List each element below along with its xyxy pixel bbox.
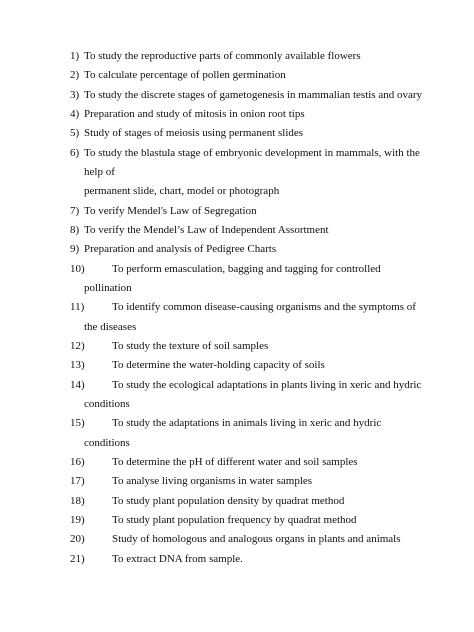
item-number: 17) — [70, 475, 85, 488]
item-number: 10) — [70, 262, 85, 275]
item-number: 19) — [70, 513, 85, 526]
item-text-continued: help of — [84, 165, 115, 178]
item-number: 20) — [70, 533, 85, 546]
item-text: To analyse living organisms in water samples — [112, 475, 313, 488]
item-text: To identify common disease-causing organisms and the symptoms of — [112, 301, 416, 314]
item-number: 21) — [70, 552, 85, 565]
item-number: 15) — [70, 417, 85, 430]
item-text: Study of stages of meiosis using permanent slides — [84, 127, 304, 140]
item-number: 16) — [70, 455, 85, 468]
item-number: 13) — [70, 359, 85, 372]
item-number: 18) — [70, 494, 85, 507]
item-text: To study plant population frequency by quadrat method — [112, 513, 357, 526]
item-text: To perform emasculation, bagging and tagging for controlled — [112, 262, 381, 275]
item-text: To study the blastula stage of embryonic development in mammals, with the — [84, 146, 420, 159]
item-text: To determine the pH of different water and soil samples — [112, 455, 358, 468]
item-text: To verify the Mendel’s Law of Independent Assortment — [84, 223, 329, 236]
item-text-continued: conditions — [84, 436, 130, 449]
item-text: To study the reproductive parts of commonly available flowers — [84, 50, 361, 62]
item-number: 1) — [70, 50, 80, 62]
item-text: Study of homologous and analogous organs in plants and animals — [112, 533, 401, 546]
item-number: 14) — [70, 378, 85, 391]
item-number: 8) — [70, 223, 80, 236]
item-text-continued: conditions — [84, 397, 130, 410]
item-text: To determine the water-holding capacity of soils — [112, 359, 325, 372]
item-number: 7) — [70, 204, 80, 217]
item-number: 2) — [70, 69, 80, 82]
item-text-continued: pollination — [84, 281, 132, 294]
item-text: To extract DNA from sample. — [112, 552, 243, 565]
item-text: To study the adaptations in animals living in xeric and hydric — [112, 417, 382, 430]
item-number: 12) — [70, 339, 85, 352]
item-text: To study the discrete stages of gametogenesis in mammalian testis and ovary — [84, 88, 423, 101]
item-number: 5) — [70, 127, 80, 140]
item-number: 6) — [70, 146, 80, 159]
item-number: 3) — [70, 88, 80, 101]
item-text: To study the texture of soil samples — [112, 339, 269, 352]
item-number: 11) — [70, 301, 85, 314]
item-text: To calculate percentage of pollen germination — [84, 69, 286, 82]
item-text-continued: the diseases — [84, 320, 137, 333]
item-text: Preparation and analysis of Pedigree Charts — [84, 243, 277, 256]
item-text: To study the ecological adaptations in plants living in xeric and hydric — [112, 378, 422, 391]
item-text: To study plant population density by quadrat method — [112, 494, 345, 507]
item-text-continued: permanent slide, chart, model or photograph — [84, 185, 280, 198]
item-number: 9) — [70, 243, 80, 256]
item-number: 4) — [70, 107, 80, 120]
item-text: Preparation and study of mitosis in onion root tips — [84, 107, 305, 120]
item-text: To verify Mendel's Law of Segregation — [84, 204, 257, 217]
